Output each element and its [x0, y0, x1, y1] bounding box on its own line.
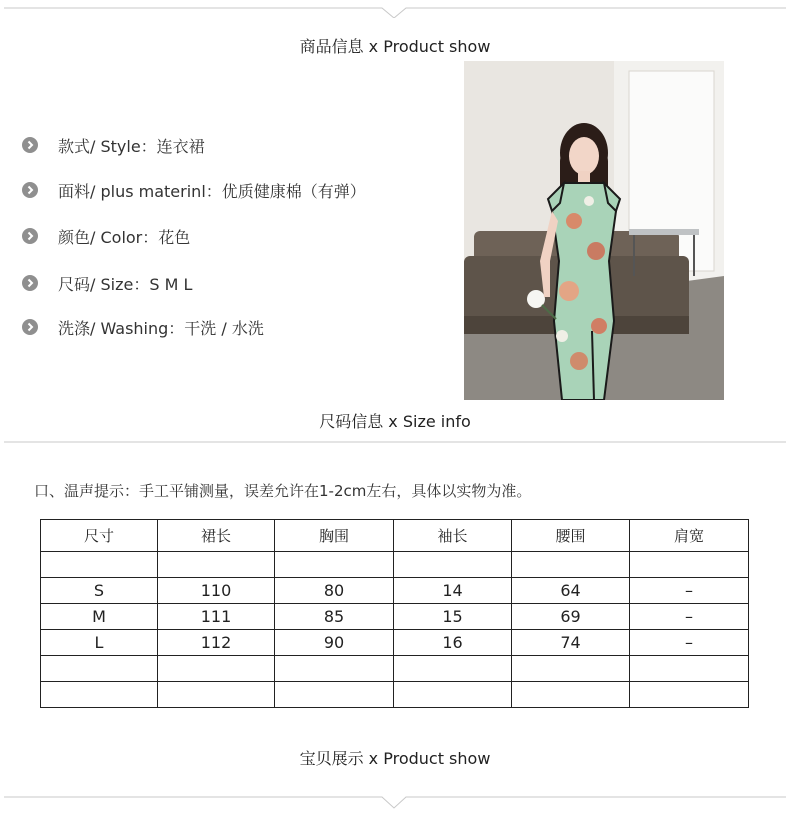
size-table: [40, 519, 749, 708]
table-cell: [275, 682, 394, 708]
table-cell: –: [630, 604, 749, 630]
table-cell: 90: [275, 630, 394, 656]
bottom-divider: [4, 795, 786, 805]
table-cell: 80: [275, 578, 394, 604]
chevron-right-circle-icon: [22, 182, 38, 198]
table-cell: [630, 682, 749, 708]
table-cell: S: [41, 578, 158, 604]
table-cell: 69: [512, 604, 630, 630]
spec-label: 尺码/ Size：S M L: [58, 274, 193, 294]
table-row: [41, 682, 749, 708]
table-cell: 64: [512, 578, 630, 604]
table-cell: [394, 656, 512, 682]
table-cell: –: [630, 630, 749, 656]
chevron-right-circle-icon: [22, 319, 38, 335]
chevron-right-circle-icon: [22, 228, 38, 244]
table-row: [41, 552, 749, 578]
table-cell: [512, 656, 630, 682]
top-divider: [4, 6, 786, 16]
spec-row-washing: [22, 316, 264, 338]
table-cell: [630, 656, 749, 682]
section-heading-size-info: 尺码信息 x Size info: [319, 412, 471, 431]
table-cell: [158, 656, 275, 682]
table-row: [41, 656, 749, 682]
product-photo: [464, 61, 724, 400]
table-cell: [41, 656, 158, 682]
chevron-right-circle-icon: [22, 275, 38, 291]
table-cell: M: [41, 604, 158, 630]
table-cell: [275, 656, 394, 682]
table-header-cell: 肩宽: [630, 520, 749, 552]
table-row: [41, 604, 749, 630]
table-cell: [41, 682, 158, 708]
measurement-notice: 口、温声提示：手工平铺测量，误差允许在1-2cm左右，具体以实物为准。: [34, 482, 532, 500]
spec-row-size: [22, 272, 192, 294]
table-cell: [630, 552, 749, 578]
table-cell: 74: [512, 630, 630, 656]
table-cell: [394, 682, 512, 708]
spec-label: 洗涤/ Washing：干洗 / 水洗: [58, 318, 264, 338]
table-header-cell: 尺寸: [41, 520, 158, 552]
table-cell: [158, 552, 275, 578]
table-header-cell: 袖长: [394, 520, 512, 552]
spec-row-material: [22, 179, 366, 201]
table-cell: 112: [158, 630, 275, 656]
table-row: [41, 630, 749, 656]
spec-label: 款式/ Style：连衣裙: [58, 136, 205, 156]
spec-label: 面料/ plus materinl：优质健康棉（有弹）: [58, 181, 366, 201]
table-cell: 16: [394, 630, 512, 656]
table-cell: 14: [394, 578, 512, 604]
table-cell: 111: [158, 604, 275, 630]
table-cell: [41, 552, 158, 578]
table-header-cell: 胸围: [275, 520, 394, 552]
table-cell: [512, 552, 630, 578]
table-row: [41, 578, 749, 604]
table-cell: [275, 552, 394, 578]
chevron-right-circle-icon: [22, 137, 38, 153]
table-header-row: [41, 520, 749, 552]
table-cell: –: [630, 578, 749, 604]
spec-label: 颜色/ Color：花色: [58, 227, 191, 247]
table-cell: [512, 682, 630, 708]
table-cell: [394, 552, 512, 578]
table-cell: [158, 682, 275, 708]
table-cell: 15: [394, 604, 512, 630]
spec-row-color: [22, 225, 190, 247]
section-heading-product-show-bottom: 宝贝展示 x Product show: [299, 749, 491, 768]
middle-divider: [4, 441, 786, 451]
table-cell: 110: [158, 578, 275, 604]
table-header-cell: 腰围: [512, 520, 630, 552]
section-heading-product-show: 商品信息 x Product show: [299, 37, 491, 56]
table-header-cell: 裙长: [158, 520, 275, 552]
table-cell: 85: [275, 604, 394, 630]
spec-row-style: [22, 134, 205, 156]
table-cell: L: [41, 630, 158, 656]
